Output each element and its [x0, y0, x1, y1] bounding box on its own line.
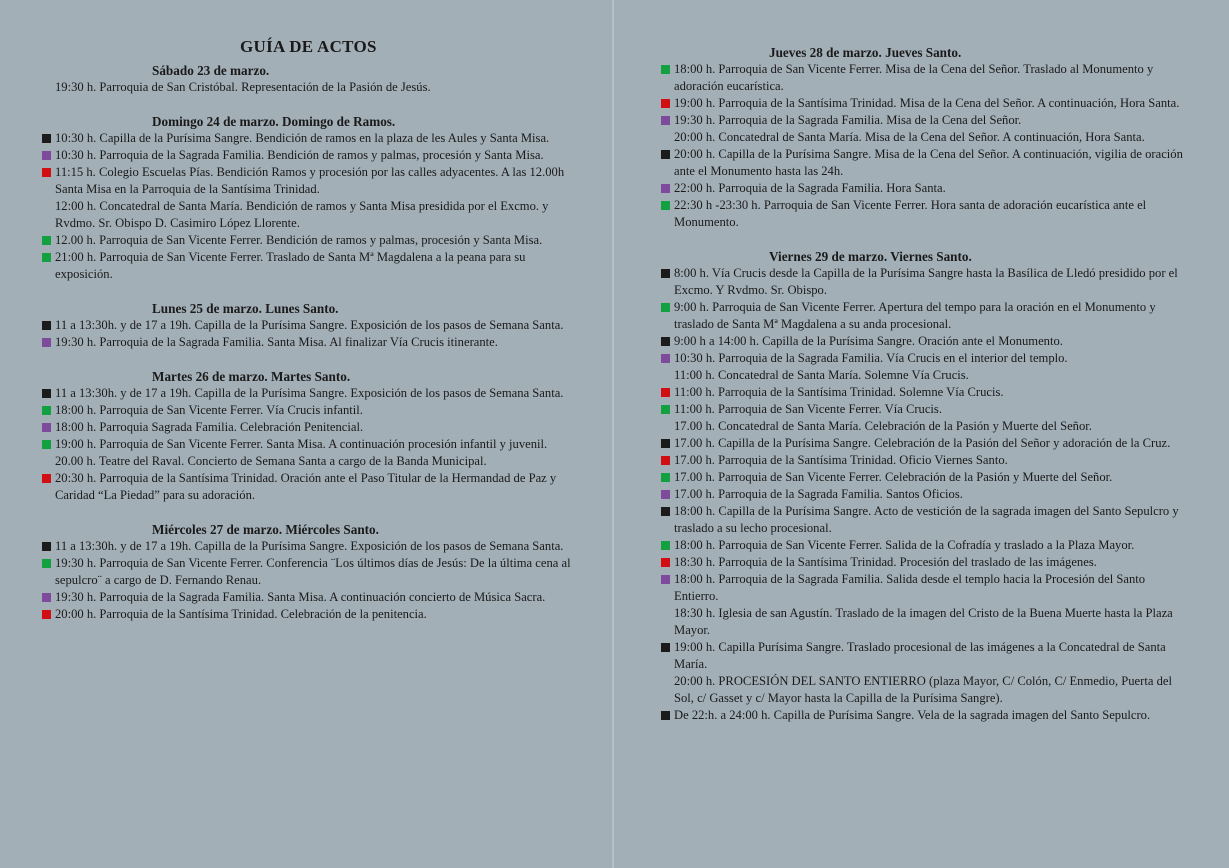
left-schedule [0, 62, 612, 623]
schedule-entry [614, 673, 1189, 707]
red-square-icon [661, 99, 670, 108]
schedule-entry [0, 555, 572, 589]
schedule-entry [614, 299, 1189, 333]
entry-text: De 22:h. a 24:00 h. Capilla de Purísima Sangre. Vela de la sagrada imagen del Santo Sepulcro. [674, 708, 1151, 722]
entry-text: 18:30 h. Iglesia de san Agustín. Traslado de la imagen del Cristo de la Buena Muerte hasta la Plaza Mayor. [674, 606, 1173, 637]
schedule-entry [0, 147, 572, 164]
schedule-entry [0, 453, 572, 470]
green-square-icon [42, 440, 51, 449]
red-square-icon [661, 388, 670, 397]
green-square-icon [661, 473, 670, 482]
schedule-entry [614, 639, 1189, 673]
entry-text: 10:30 h. Parroquia de la Sagrada Familia. Vía Crucis en el interior del templo. [674, 351, 1068, 365]
right-column [614, 0, 1229, 868]
green-square-icon [42, 559, 51, 568]
schedule-entry [614, 180, 1189, 197]
black-square-icon [42, 321, 51, 330]
entry-text: 19:30 h. Parroquia de la Sagrada Familia. Santa Misa. A continuación concierto de Música Sacra. [55, 590, 546, 604]
day-section [0, 368, 612, 504]
entry-text: 19:00 h. Parroquia de la Santísima Trinidad. Misa de la Cena del Señor. A continuación, Hora Santa. [674, 96, 1180, 110]
schedule-entry [0, 249, 572, 283]
schedule-entry [0, 470, 572, 504]
day-section [0, 62, 612, 96]
page-title: GUÍA DE ACTOS [240, 37, 377, 56]
entry-text: 22:00 h. Parroquia de la Sagrada Familia. Hora Santa. [674, 181, 946, 195]
entry-text: 21:00 h. Parroquia de San Vicente Ferrer. Traslado de Santa Mª Magdalena a la peana para su exposición. [55, 250, 526, 281]
black-square-icon [661, 337, 670, 346]
green-square-icon [661, 405, 670, 414]
green-square-icon [661, 303, 670, 312]
entry-text: 18:30 h. Parroquia de la Santísima Trinidad. Procesión del traslado de las imágenes. [674, 555, 1097, 569]
schedule-entry [0, 606, 572, 623]
entry-text: 19:30 h. Parroquia de San Vicente Ferrer. Conferencia ¨Los últimos días de Jesús: De la última cena al sepulcro¨ a cargo de D. Fernando Renau. [55, 556, 571, 587]
entry-text: 9:00 h. Parroquia de San Vicente Ferrer. Apertura del tempo para la oración en el Monumento y traslado de Santa Mª Magdalena a su anda procesional. [674, 300, 1156, 331]
schedule-entry [0, 334, 572, 351]
schedule-entry [0, 538, 572, 555]
schedule-entry [614, 61, 1189, 95]
entry-text: 18:00 h. Parroquia Sagrada Familia. Celebración Penitencial. [55, 420, 364, 434]
green-square-icon [42, 253, 51, 262]
day-heading: Sábado 23 de marzo. [152, 63, 270, 78]
entry-text: 19:00 h. Parroquia de San Vicente Ferrer. Santa Misa. A continuación procesión infantil y juvenil. [55, 437, 548, 451]
entry-text: 20:00 h. Parroquia de la Santísima Trinidad. Celebración de la penitencia. [55, 607, 427, 621]
schedule-entry [614, 197, 1189, 231]
schedule-entry [614, 384, 1189, 401]
entry-text: 17.00 h. Concatedral de Santa María. Celebración de la Pasión y Muerte del Señor. [674, 419, 1092, 433]
schedule-entry [614, 707, 1189, 724]
entry-text: 11 a 13:30h. y de 17 a 19h. Capilla de la Purísima Sangre. Exposición de los pasos de Semana Santa. [55, 386, 564, 400]
schedule-entry [0, 164, 572, 198]
black-square-icon [661, 269, 670, 278]
entry-text: 20:00 h. PROCESIÓN DEL SANTO ENTIERRO (plaza Mayor, C/ Colón, C/ Enmedio, Puerta del Sol, c/ Gasset y c/ Mayor hasta la Capilla de la Purísima Sangre). [674, 674, 1172, 705]
entry-text: 18:00 h. Parroquia de San Vicente Ferrer. Misa de la Cena del Señor. Traslado al Monumento y adoración eucarística. [674, 62, 1154, 93]
entry-text: 20.00 h. Teatre del Raval. Concierto de Semana Santa a cargo de la Banda Municipal. [55, 454, 487, 468]
entry-text: 11:00 h. Concatedral de Santa María. Solemne Vía Crucis. [674, 368, 969, 382]
day-section [0, 521, 612, 623]
black-square-icon [661, 507, 670, 516]
schedule-entry [614, 503, 1189, 537]
day-heading: Lunes 25 de marzo. Lunes Santo. [152, 301, 339, 316]
purple-square-icon [661, 184, 670, 193]
entry-text: 19:30 h. Parroquia de la Sagrada Familia. Misa de la Cena del Señor. [674, 113, 1022, 127]
entry-text: 18:00 h. Parroquia de San Vicente Ferrer. Salida de la Cofradía y traslado a la Plaza Mayor. [674, 538, 1135, 552]
day-section [0, 113, 612, 283]
entry-text: 17.00 h. Parroquia de la Sagrada Familia. Santos Oficios. [674, 487, 963, 501]
black-square-icon [661, 439, 670, 448]
schedule-entry [614, 95, 1189, 112]
purple-square-icon [42, 338, 51, 347]
right-schedule [614, 44, 1229, 724]
left-column [0, 0, 612, 868]
entry-text: 22:30 h -23:30 h. Parroquia de San Vicente Ferrer. Hora santa de adoración eucarística ante el Monumento. [674, 198, 1147, 229]
schedule-entry [0, 402, 572, 419]
purple-square-icon [42, 593, 51, 602]
day-heading: Viernes 29 de marzo. Viernes Santo. [769, 249, 972, 264]
purple-square-icon [42, 151, 51, 160]
red-square-icon [42, 610, 51, 619]
schedule-entry [0, 385, 572, 402]
red-square-icon [42, 474, 51, 483]
schedule-entry [614, 146, 1189, 180]
entry-text: 11:00 h. Parroquia de la Santísima Trinidad. Solemne Vía Crucis. [674, 385, 1004, 399]
schedule-entry [0, 198, 572, 232]
entry-text: 19:00 h. Capilla Purísima Sangre. Traslado procesional de las imágenes a la Concatedral de Santa María. [674, 640, 1166, 671]
red-square-icon [661, 558, 670, 567]
schedule-entry [614, 435, 1189, 452]
schedule-entry [614, 265, 1189, 299]
schedule-entry [0, 232, 572, 249]
black-square-icon [661, 150, 670, 159]
purple-square-icon [42, 423, 51, 432]
schedule-entry [614, 452, 1189, 469]
entry-text: 8:00 h. Vía Crucis desde la Capilla de la Purísima Sangre hasta la Basílica de Lledó presidido por el Excmo. Y Rvdmo. Sr. Obispo. [674, 266, 1178, 297]
schedule-entry [614, 350, 1189, 367]
black-square-icon [42, 389, 51, 398]
black-square-icon [42, 134, 51, 143]
schedule-entry [0, 419, 572, 436]
entry-text: 18:00 h. Capilla de la Purísima Sangre. Acto de vestición de la sagrada imagen del Santo Sepulcro y traslado a su lecho procesional. [674, 504, 1179, 535]
entry-text: 20:00 h. Capilla de la Purísima Sangre. Misa de la Cena del Señor. A continuación, vigilia de oración ante el Monumento hasta las 24h. [674, 147, 1183, 178]
black-square-icon [661, 711, 670, 720]
green-square-icon [661, 541, 670, 550]
entry-text: 18:00 h. Parroquia de San Vicente Ferrer. Vía Crucis infantil. [55, 403, 363, 417]
green-square-icon [42, 236, 51, 245]
schedule-entry [614, 537, 1189, 554]
green-square-icon [661, 201, 670, 210]
schedule-entry [614, 401, 1189, 418]
day-heading: Domingo 24 de marzo. Domingo de Ramos. [152, 114, 396, 129]
entry-text: 9:00 h a 14:00 h. Capilla de la Purísima Sangre. Oración ante el Monumento. [674, 334, 1063, 348]
entry-text: 19:30 h. Parroquia de San Cristóbal. Representación de la Pasión de Jesús. [55, 80, 431, 94]
entry-text: 20:00 h. Concatedral de Santa María. Misa de la Cena del Señor. A continuación, Hora Santa. [674, 130, 1145, 144]
entry-text: 11 a 13:30h. y de 17 a 19h. Capilla de la Purísima Sangre. Exposición de los pasos de Semana Santa. [55, 539, 564, 553]
entry-text: 11 a 13:30h. y de 17 a 19h. Capilla de la Purísima Sangre. Exposición de los pasos de Semana Santa. [55, 318, 564, 332]
schedule-entry [614, 571, 1189, 605]
day-section [0, 300, 612, 351]
schedule-entry [0, 317, 572, 334]
entry-text: 12.00 h. Parroquia de San Vicente Ferrer. Bendición de ramos y palmas, procesión y Santa Misa. [55, 233, 543, 247]
entry-text: 11:15 h. Colegio Escuelas Pías. Bendición Ramos y procesión por las calles adyacentes. A las 12.00h Santa Misa en la Parroquia de la Santísima Trinidad. [55, 165, 565, 196]
black-square-icon [661, 643, 670, 652]
schedule-entry [614, 605, 1189, 639]
schedule-entry [614, 469, 1189, 486]
day-heading: Miércoles 27 de marzo. Miércoles Santo. [152, 522, 379, 537]
entry-text: 17.00 h. Parroquia de la Santísima Trinidad. Oficio Viernes Santo. [674, 453, 1008, 467]
entry-text: 17.00 h. Capilla de la Purísima Sangre. Celebración de la Pasión del Señor y adoración de la Cruz. [674, 436, 1171, 450]
schedule-entry [614, 486, 1189, 503]
schedule-entry [0, 436, 572, 453]
schedule-entry [614, 333, 1189, 350]
schedule-entry [0, 79, 572, 96]
black-square-icon [42, 542, 51, 551]
entry-text: 11:00 h. Parroquia de San Vicente Ferrer. Vía Crucis. [674, 402, 942, 416]
day-section [614, 44, 1229, 231]
red-square-icon [661, 456, 670, 465]
schedule-entry [614, 112, 1189, 129]
day-heading: Jueves 28 de marzo. Jueves Santo. [769, 45, 962, 60]
entry-text: 17.00 h. Parroquia de San Vicente Ferrer. Celebración de la Pasión y Muerte del Señor. [674, 470, 1113, 484]
entry-text: 12:00 h. Concatedral de Santa María. Bendición de ramos y Santa Misa presidida por el Excmo. y Rvdmo. Sr. Obispo D. Casimiro López Llorente. [55, 199, 549, 230]
schedule-entry [0, 589, 572, 606]
red-square-icon [42, 168, 51, 177]
green-square-icon [42, 406, 51, 415]
entry-text: 10:30 h. Parroquia de la Sagrada Familia. Bendición de ramos y palmas, procesión y Santa Misa. [55, 148, 544, 162]
entry-text: 10:30 h. Capilla de la Purísima Sangre. Bendición de ramos en la plaza de les Aules y Santa Misa. [55, 131, 550, 145]
schedule-entry [0, 130, 572, 147]
green-square-icon [661, 65, 670, 74]
purple-square-icon [661, 116, 670, 125]
entry-text: 18:00 h. Parroquia de la Sagrada Familia. Salida desde el templo hacia la Procesión del Santo Entierro. [674, 572, 1146, 603]
purple-square-icon [661, 490, 670, 499]
schedule-entry [614, 129, 1189, 146]
schedule-entry [614, 367, 1189, 384]
day-heading: Martes 26 de marzo. Martes Santo. [152, 369, 351, 384]
entry-text: 20:30 h. Parroquia de la Santísima Trinidad. Oración ante el Paso Titular de la Hermandad de Paz y Caridad “La Piedad” para su adoración. [55, 471, 557, 502]
purple-square-icon [661, 575, 670, 584]
entry-text: 19:30 h. Parroquia de la Sagrada Familia. Santa Misa. Al finalizar Vía Crucis itinerante. [55, 335, 498, 349]
day-section [614, 248, 1229, 724]
schedule-entry [614, 418, 1189, 435]
schedule-entry [614, 554, 1189, 571]
purple-square-icon [661, 354, 670, 363]
